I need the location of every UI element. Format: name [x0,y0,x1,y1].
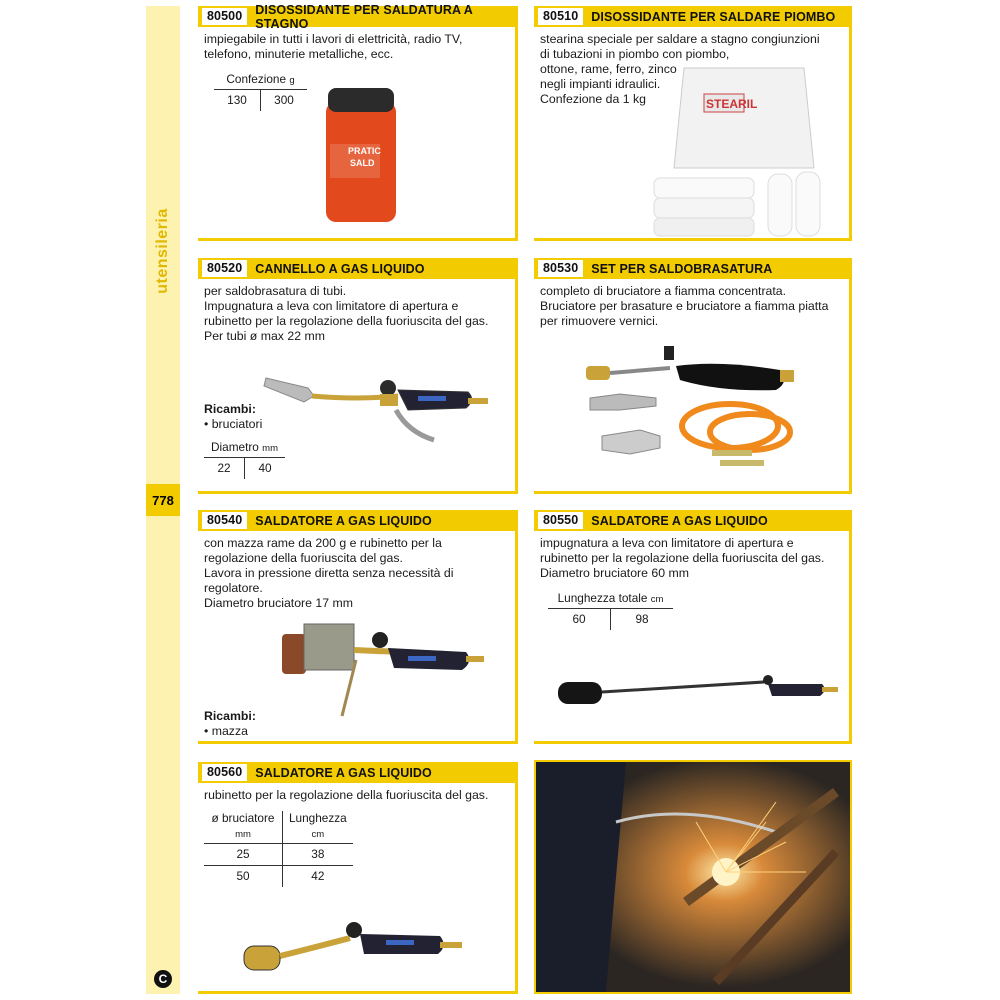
copyright-logo-icon: C [154,970,172,988]
product-description: impugnatura a leva con limitatore di apertura e rubinetto per la regolazione della fuoriuscita del gas. Diametro bruciatore 60 mm [540,536,825,580]
brazing-set-image [580,340,820,480]
spec-value: 22 [217,461,231,475]
product-code: 80560 [201,763,248,782]
product-card-80520 [198,258,518,494]
spec-header: Diametro mm [204,440,285,458]
spec-value: 50 [236,869,250,883]
card-header [198,762,515,783]
spec-header: Confezione g [214,72,307,90]
product-card-80550 [534,510,852,744]
spec-value: 38 [283,844,353,866]
spares-label: Ricambi: [204,402,256,416]
product-title: SALDATORE A GAS LIQUIDO [591,513,768,528]
card-header [534,258,849,279]
stearin-bag-image [644,58,844,238]
product-code: 80530 [537,259,584,278]
card-header [534,510,849,531]
spares-item: • bruciatori [204,417,263,431]
table-row [204,844,353,866]
spec-table [548,591,673,630]
spec-value: 42 [283,866,353,888]
product-code: 80510 [537,7,584,26]
welding-photo [534,760,852,994]
product-description: con mazza rame da 200 g e rubinetto per la regolazione della fuoriuscita del gas. Lavora in pressione diretta senza necessità di regolatore. Diametro bruciatore 17 mm [204,536,454,610]
section-label [148,206,178,296]
soldering-iron-image [276,620,496,730]
jar-label-line2: SALD [350,158,375,168]
spec-value: 130 [227,93,247,107]
spares-item: • mazza [204,724,248,738]
product-code: 80550 [537,511,584,530]
product-title: CANNELLO A GAS LIQUIDO [255,261,425,276]
card-header [198,2,515,31]
spec-header: ø bruciatore [211,811,275,825]
spec-unit: cm [283,827,353,844]
card-header [198,258,515,279]
card-header [534,6,849,27]
spec-unit: mm [262,443,278,454]
card-header [198,510,515,531]
bag-label: STEARIL [706,97,758,111]
spec-value: 60 [572,612,586,626]
product-card-80500 [198,2,518,241]
product-title: SALDATORE A GAS LIQUIDO [255,513,432,528]
product-description: rubinetto per la regolazione della fuoriuscita del gas. [204,788,489,802]
product-title: SET PER SALDOBRASATURA [591,261,773,276]
welding-photo-image [536,762,850,992]
spec-table [204,811,353,887]
spec-header: Lunghezza [283,811,353,827]
spec-unit: cm [650,594,664,605]
spares-label: Ricambi: [204,709,256,723]
spec-header: Lunghezza totale cm [548,591,673,609]
product-card-80540 [198,510,518,744]
card-body [534,279,849,329]
product-description: stearina speciale per saldare a stagno congiunzioni di tubazioni in piombo con piombo, ottone, rame, ferro, zinco negli impianti idraulici. Confezione da 1 kg [540,32,820,106]
product-title: DISOSSIDANTE PER SALDARE PIOMBO [591,9,836,24]
flux-jar-image [316,84,406,224]
product-description: completo di bruciatore a fiamma concentrata. Bruciatore per brasature e bruciatore a fiamma piatta per rimuovere vernici. [540,284,829,328]
product-card-80510 [534,6,852,241]
spec-unit: mm [204,827,283,844]
spec-value: 98 [611,609,674,631]
card-body [534,531,849,630]
gas-soldering-torch-image [240,916,480,986]
product-description: impiegabile in tutti i lavori di elettricità, radio TV, telefono, minuterie metalliche, ecc. [204,32,463,61]
product-card-80560 [198,762,518,994]
card-body [198,783,515,887]
product-code: 80520 [201,259,248,278]
product-card-80530 [534,258,852,494]
product-code: 80500 [201,7,248,26]
table-row [204,866,353,888]
spec-unit: g [289,75,295,86]
product-title: SALDATORE A GAS LIQUIDO [255,765,432,780]
jar-label-line1: PRATIC [348,146,381,156]
product-title: DISOSSIDANTE PER SALDATURA A STAGNO [255,2,473,31]
spec-value: 40 [245,458,286,480]
section-label-text: utensileria [154,208,171,294]
spec-value: 300 [261,90,308,112]
product-code: 80540 [201,511,248,530]
gas-torch-image [258,370,498,460]
long-torch-image [554,670,844,714]
page-number: 778 [146,484,180,516]
product-description: per saldobrasatura di tubi. Impugnatura a leva con limitatore di apertura e rubinetto per la regolazione della fuoriuscita del gas. Per tubi ø max 22 mm [204,284,489,343]
spec-table [214,72,307,111]
spec-value: 25 [204,844,283,866]
